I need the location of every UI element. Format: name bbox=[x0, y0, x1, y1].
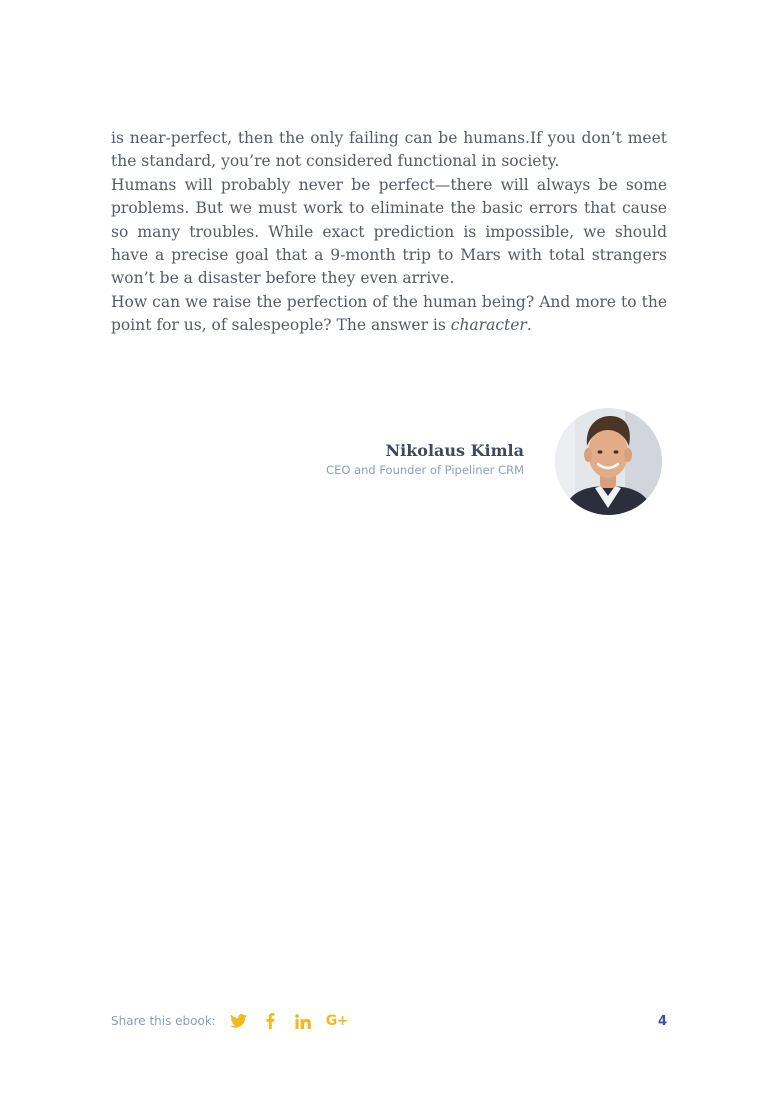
portrait-illustration bbox=[555, 408, 662, 515]
emphasis-character: character bbox=[450, 316, 527, 335]
share-label: Share this ebook: bbox=[111, 1014, 216, 1028]
author-block bbox=[326, 440, 524, 478]
paragraph-end: . bbox=[526, 316, 532, 335]
paragraph: is near-perfect, then the only failing can be humans.If you don’t meet the standard, you’re not considered functional in society. bbox=[111, 129, 667, 171]
linkedin-icon[interactable] bbox=[294, 1012, 312, 1030]
facebook-icon[interactable] bbox=[262, 1012, 280, 1030]
author-role: CEO and Founder of Pipeliner CRM bbox=[326, 463, 524, 477]
google-plus-icon[interactable]: G+ bbox=[325, 1013, 348, 1029]
paragraph: Humans will probably never be perfect—there will always be some problems. But we must work to eliminate the basic errors that cause so many troubles. While exact prediction is impossible, we should have a precise goal that a 9-month trip to Mars with total strangers won’t be a disaster before they even arrive. bbox=[111, 175, 667, 288]
twitter-icon[interactable] bbox=[230, 1012, 248, 1030]
footer bbox=[111, 1010, 667, 1032]
paragraph bbox=[111, 291, 667, 338]
social-links bbox=[230, 1012, 348, 1030]
author-name: Nikolaus Kimla bbox=[385, 441, 524, 460]
paragraph-text: How can we raise the perfection of the human being? And more to the point for us, of salespeople? The answer is bbox=[111, 292, 667, 335]
page-number: 4 bbox=[657, 1013, 667, 1029]
article-body bbox=[111, 127, 667, 338]
author-photo bbox=[555, 408, 662, 515]
